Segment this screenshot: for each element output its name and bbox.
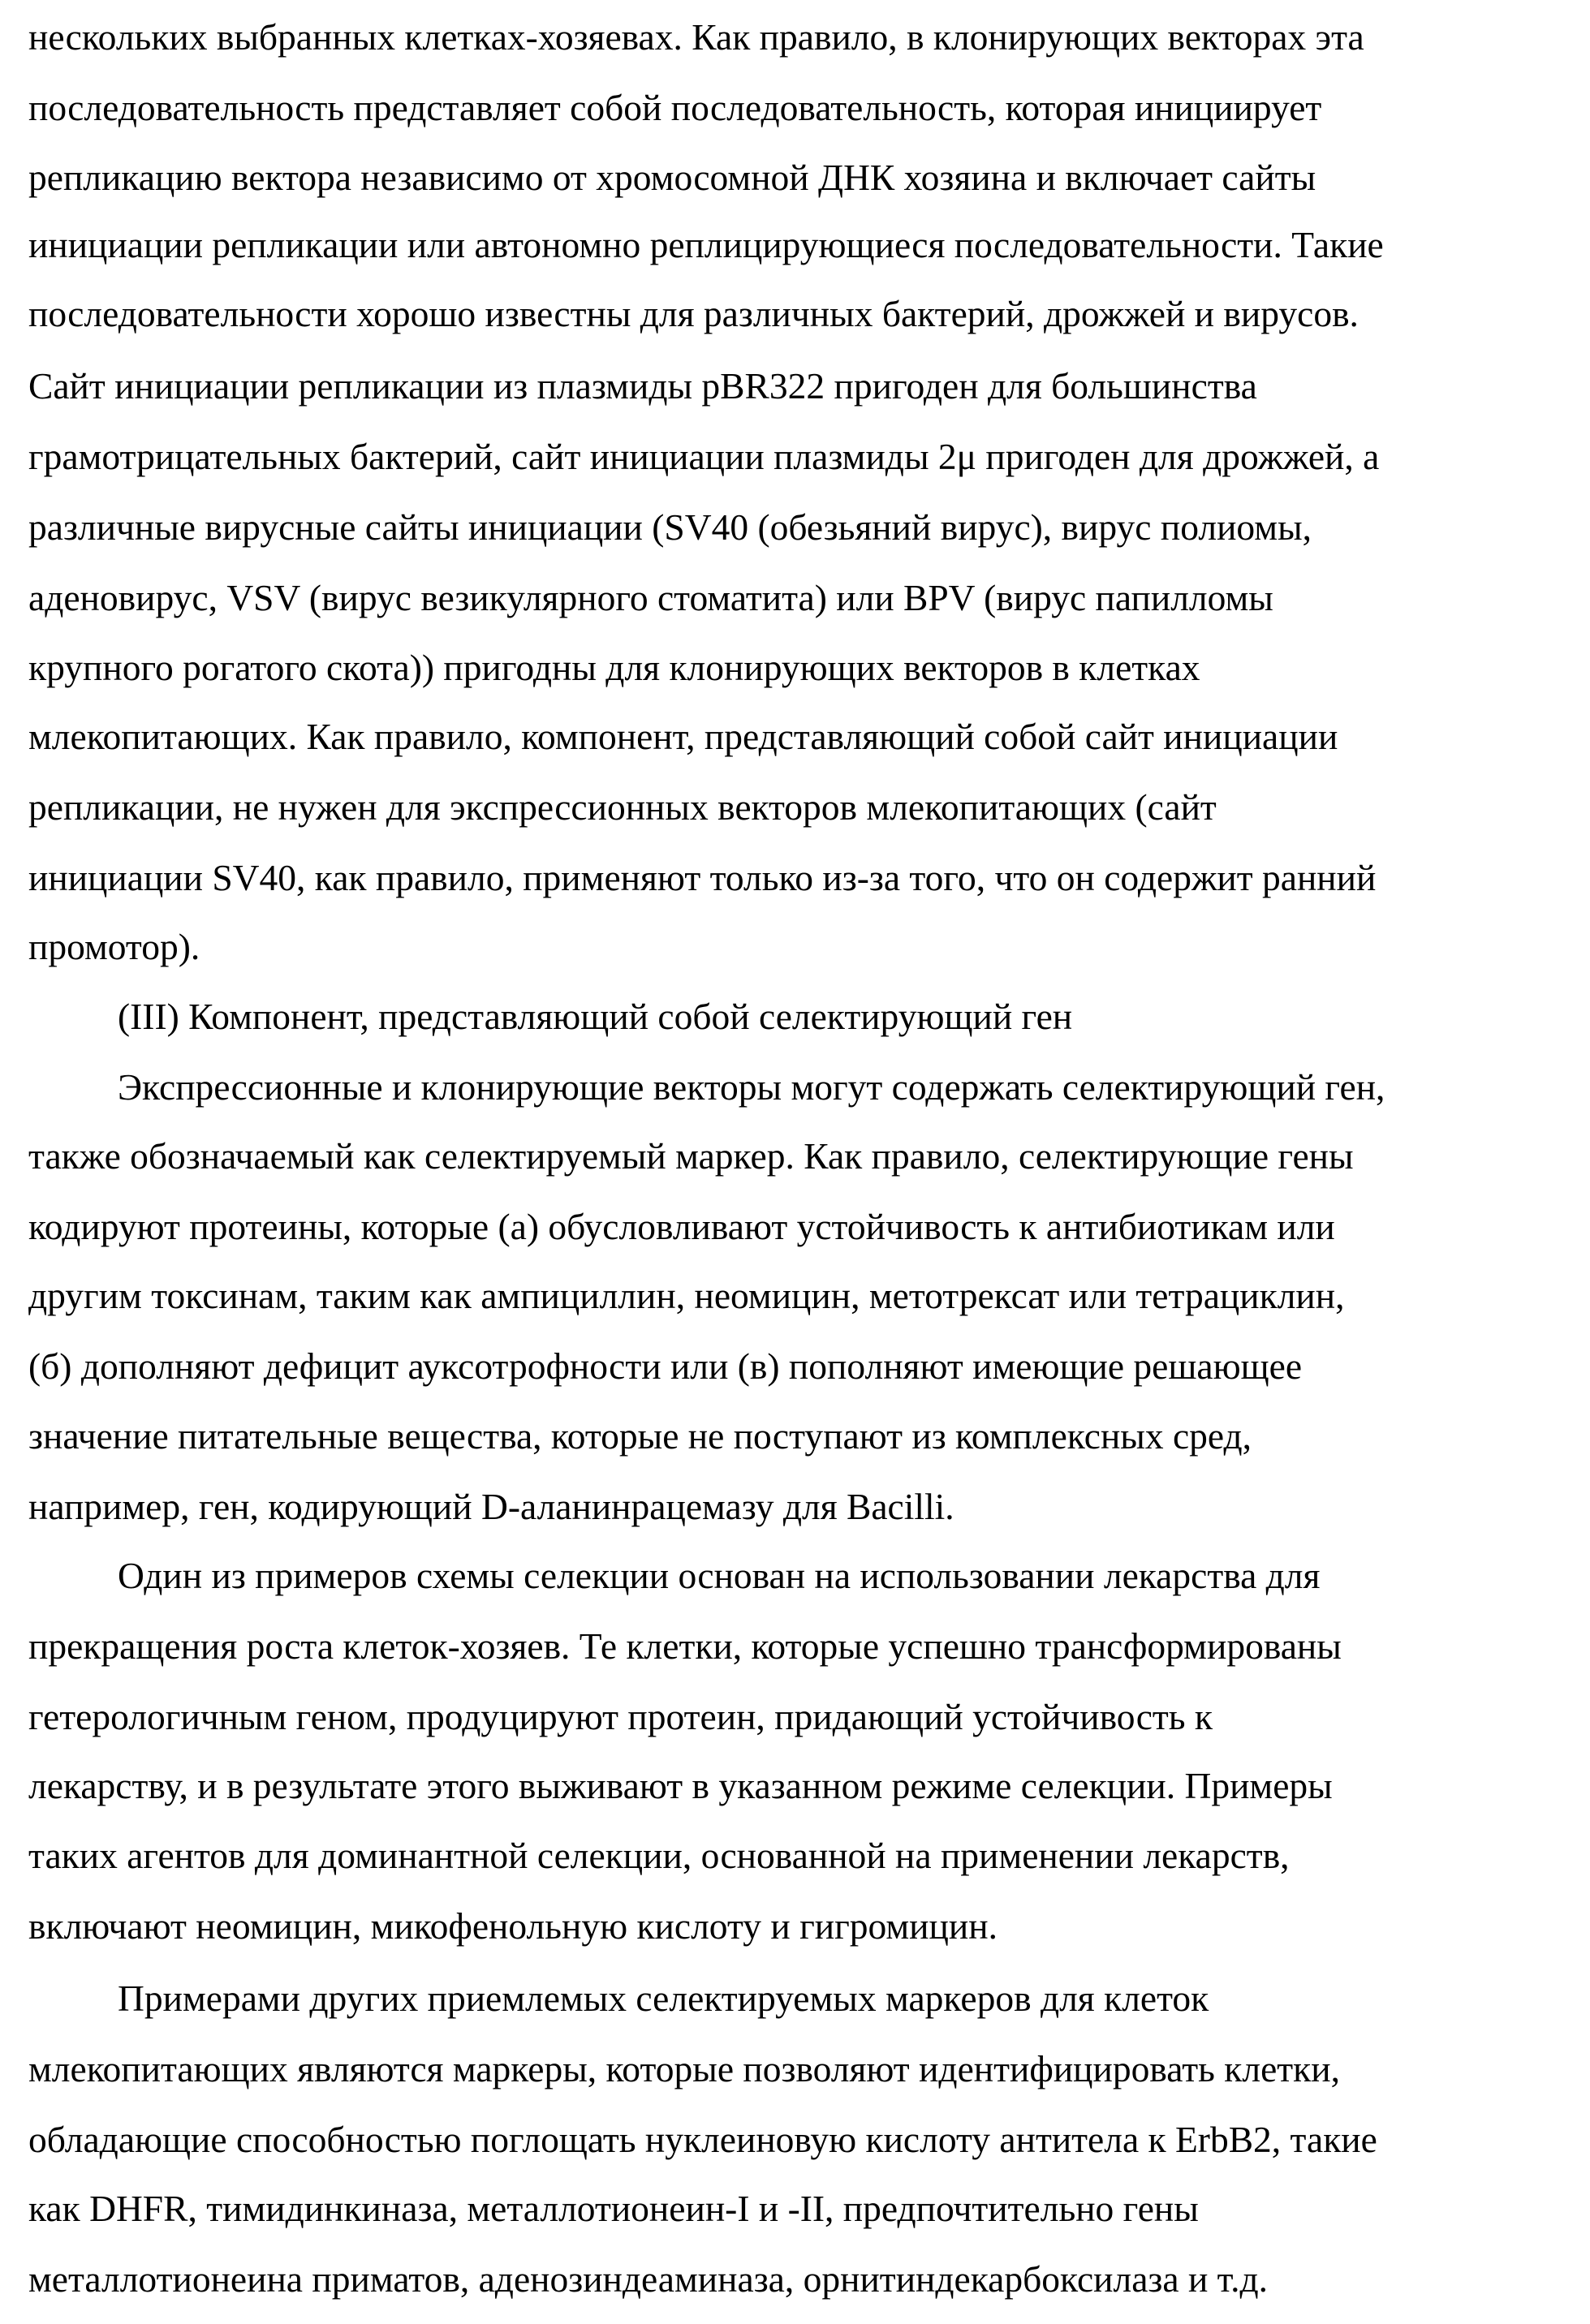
text-line: также обозначаемый как селектируемый маркер. Как правило, селектирующие гены	[28, 1121, 1354, 1191]
text-line: например, ген, кодирующий D-аланинрацемазу для Bacilli.	[28, 1471, 954, 1542]
text-line: Примерами других приемлемых селектируемых маркеров для клеток	[118, 1963, 1209, 2034]
text-line: лекарству, и в результате этого выживают в указанном режиме селекции. Примеры	[28, 1750, 1333, 1821]
text-line: обладающие способностью поглощать нуклеиновую кислоту антитела к ErbB2, такие	[28, 2104, 1377, 2175]
text-line: Экспрессионные и клонирующие векторы могут содержать селектирующий ген,	[118, 1052, 1385, 1122]
text-line: грамотрицательных бактерий, сайт инициации плазмиды 2μ пригоден для дрожжей, а	[28, 421, 1379, 492]
text-line: другим токсинам, таким как ампициллин, неомицин, метотрексат или тетрациклин,	[28, 1260, 1344, 1331]
text-line: инициации SV40, как правило, применяют только из-за того, что он содержит ранний	[28, 842, 1376, 913]
text-line: репликации, не нужен для экспрессионных векторов млекопитающих (сайт	[28, 772, 1217, 842]
text-line: Сайт инициации репликации из плазмиды pBR322 пригоден для большинства	[28, 351, 1257, 421]
text-line: последовательности хорошо известны для различных бактерий, дрожжей и вирусов.	[28, 278, 1359, 349]
text-line: значение питательные вещества, которые не поступают из комплексных сред,	[28, 1401, 1252, 1471]
text-line: гетерологичным геном, продуцируют протеин, придающий устойчивость к	[28, 1681, 1213, 1752]
text-line: различные вирусные сайты инициации (SV40 (обезьяний вирус), вирус полиомы,	[28, 492, 1312, 562]
text-line: как DHFR, тимидинкиназа, металлотионеин-I и -II, предпочтительно гены	[28, 2173, 1199, 2244]
text-line: (б) дополняют дефицит ауксотрофности или (в) пополняют имеющие решающее	[28, 1331, 1302, 1401]
text-line: аденовирус, VSV (вирус везикулярного стоматита) или BPV (вирус папилломы	[28, 562, 1273, 633]
section-heading: (III) Компонент, представляющий собой селектирующий ген	[118, 981, 1072, 1052]
text-line: включают неомицин, микофенольную кислоту и гигромицин.	[28, 1891, 998, 1961]
text-line: металлотионеина приматов, аденозиндеаминаза, орнитиндекарбоксилаза и т.д.	[28, 2244, 1268, 2314]
text-line: прекращения роста клеток-хозяев. Те клетки, которые успешно трансформированы	[28, 1611, 1342, 1681]
text-line: последовательность представляет собой последовательность, которая инициирует	[28, 72, 1321, 143]
text-line: нескольких выбранных клетках-хозяевах. Как правило, в клонирующих векторах эта	[28, 2, 1364, 72]
text-line: млекопитающих являются маркеры, которые позволяют идентифицировать клетки,	[28, 2034, 1340, 2104]
text-line: Один из примеров схемы селекции основан на использовании лекарства для	[118, 1540, 1320, 1611]
text-line: крупного рогатого скота)) пригодны для клонирующих векторов в клетках	[28, 632, 1200, 703]
text-line: кодируют протеины, которые (а) обусловливают устойчивость к антибиотикам или	[28, 1191, 1335, 1262]
text-line: репликацию вектора независимо от хромосомной ДНК хозяина и включает сайты	[28, 142, 1316, 213]
text-line: промотор).	[28, 911, 200, 982]
text-line: таких агентов для доминантной селекции, основанной на применении лекарств,	[28, 1820, 1290, 1891]
text-line: млекопитающих. Как правило, компонент, представляющий собой сайт инициации	[28, 701, 1338, 772]
text-line: инициации репликации или автономно реплицирующиеся последовательности. Такие	[28, 209, 1384, 280]
